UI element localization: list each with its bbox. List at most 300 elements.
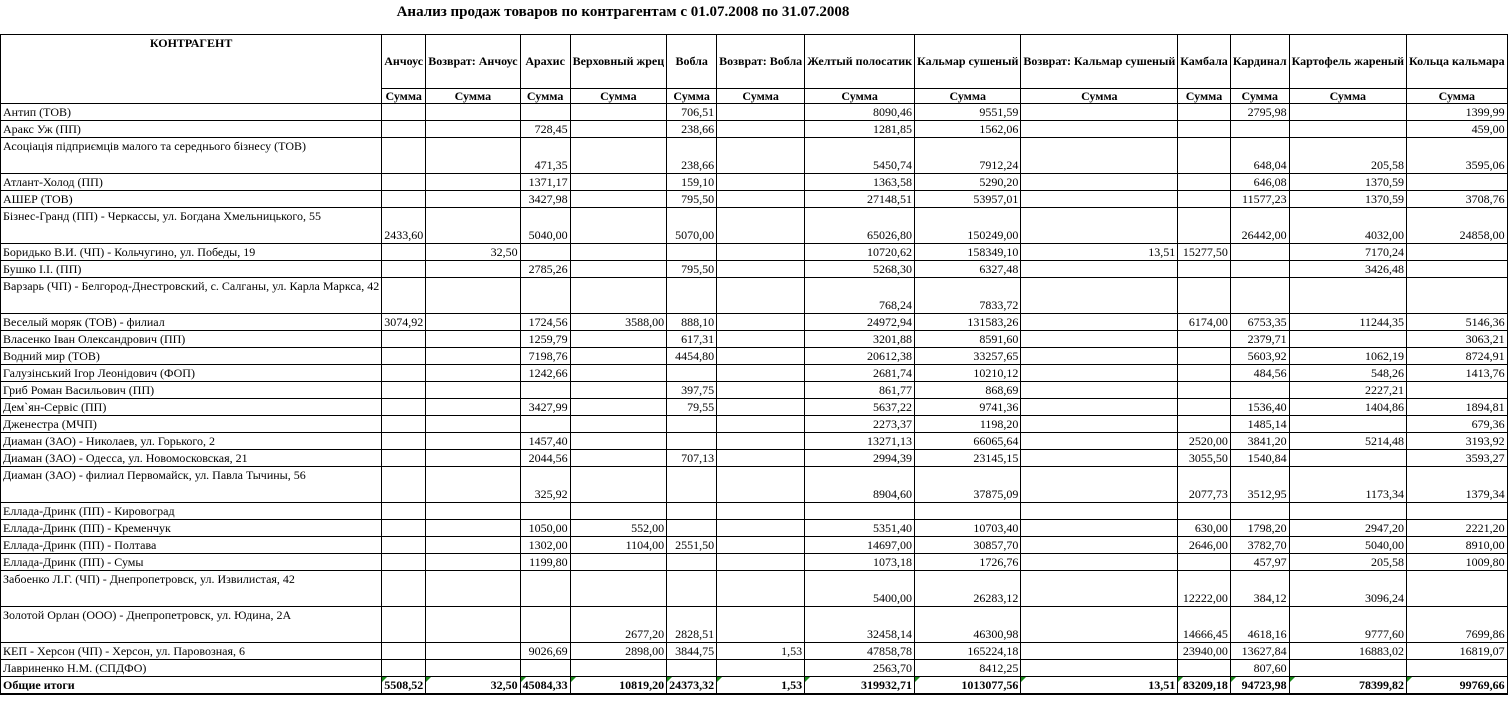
sum-cell [717, 399, 805, 416]
sum-cell: 5603,92 [1230, 348, 1289, 365]
sum-cell [1178, 261, 1231, 278]
sum-cell [1021, 278, 1178, 314]
sum-cell: 1242,66 [520, 365, 570, 382]
sum-cell: 37875,09 [915, 467, 1021, 503]
sum-cell [426, 433, 520, 450]
sum-cell [426, 261, 520, 278]
sum-cell [717, 244, 805, 261]
sum-cell [382, 537, 426, 554]
contractor-name: Атлант-Холод (ПП) [1, 174, 382, 191]
sum-cell [570, 208, 667, 244]
table-row [1, 537, 1508, 554]
sum-cell: 1726,76 [915, 554, 1021, 571]
sum-cell [1289, 121, 1406, 138]
sum-cell: 6327,48 [915, 261, 1021, 278]
sum-cell [426, 104, 520, 121]
column-header: Анчоус [382, 35, 426, 89]
contractor-name: Асоціація підприємців малого та середнього бізнесу (ТОВ) [1, 138, 382, 174]
sum-cell [1289, 450, 1406, 467]
contractor-name: КЕП - Херсон (ЧП) - Херсон, ул. Паровозная, 6 [1, 643, 382, 660]
sum-cell: 9777,60 [1289, 607, 1406, 643]
sum-cell [382, 554, 426, 571]
sum-cell: 30857,70 [915, 537, 1021, 554]
sum-cell [520, 416, 570, 433]
table-row [1, 191, 1508, 208]
sum-cell [426, 571, 520, 607]
sum-cell: 868,69 [915, 382, 1021, 399]
sum-cell [1021, 104, 1178, 121]
sum-cell: 1062,19 [1289, 348, 1406, 365]
total-cell: 319932,71 [805, 677, 915, 695]
sum-cell: 5040,00 [1289, 537, 1406, 554]
sum-cell [426, 467, 520, 503]
sum-cell [667, 571, 717, 607]
sum-cell [1021, 261, 1178, 278]
sum-cell: 2551,50 [667, 537, 717, 554]
sum-cell: 646,08 [1230, 174, 1289, 191]
sum-cell [1021, 643, 1178, 660]
sum-subheader: Сумма [805, 89, 915, 104]
sum-cell [667, 467, 717, 503]
sum-cell [382, 174, 426, 191]
sum-cell: 23940,00 [1178, 643, 1231, 660]
sum-cell: 888,10 [667, 314, 717, 331]
contractor-name: Еллада-Дринк (ПП) - Кировоград [1, 503, 382, 520]
total-cell: 1,53 [717, 677, 805, 695]
sum-cell [667, 365, 717, 382]
sum-cell [1178, 503, 1231, 520]
sum-cell [1289, 416, 1406, 433]
sum-cell: 23145,15 [915, 450, 1021, 467]
sum-cell: 1259,79 [520, 331, 570, 348]
sum-cell: 552,00 [570, 520, 667, 537]
sum-cell [717, 660, 805, 677]
sum-cell [717, 261, 805, 278]
sum-cell: 7912,24 [915, 138, 1021, 174]
sum-cell [570, 104, 667, 121]
sum-cell: 205,58 [1289, 138, 1406, 174]
sum-cell [570, 331, 667, 348]
sum-cell [717, 433, 805, 450]
sum-cell: 165224,18 [915, 643, 1021, 660]
sum-cell: 648,04 [1230, 138, 1289, 174]
sum-cell [426, 660, 520, 677]
sum-cell [667, 503, 717, 520]
sum-cell: 2433,60 [382, 208, 426, 244]
sum-cell [570, 660, 667, 677]
sum-cell: 548,26 [1289, 365, 1406, 382]
sum-cell [1230, 121, 1289, 138]
contractor-name: Аракс Уж (ПП) [1, 121, 382, 138]
sum-cell: 2785,26 [520, 261, 570, 278]
sum-cell [570, 121, 667, 138]
table-row [1, 554, 1508, 571]
sum-cell [1021, 450, 1178, 467]
sum-cell: 10210,12 [915, 365, 1021, 382]
totals-label: Общие итоги [1, 677, 382, 695]
sum-cell [520, 503, 570, 520]
sum-cell: 12222,00 [1178, 571, 1231, 607]
sum-cell: 9026,69 [520, 643, 570, 660]
sum-cell [570, 382, 667, 399]
sum-cell [1407, 382, 1508, 399]
sum-subheader: Сумма [1230, 89, 1289, 104]
sum-cell [1178, 191, 1231, 208]
sum-cell: 16819,07 [1407, 643, 1508, 660]
contractor-name: Боридько В.И. (ЧП) - Кольчугино, ул. Победы, 19 [1, 244, 382, 261]
sum-cell [520, 104, 570, 121]
sum-cell [667, 433, 717, 450]
table-row [1, 520, 1508, 537]
contractor-name: Гриб Роман Васильович (ПП) [1, 382, 382, 399]
contractor-name: Варзарь (ЧП) - Белгород-Днестровский, с. Салганы, ул. Карла Маркса, 42 [1, 278, 382, 314]
sum-cell [426, 314, 520, 331]
sum-cell: 397,75 [667, 382, 717, 399]
sum-cell: 26283,12 [915, 571, 1021, 607]
sum-cell [1021, 660, 1178, 677]
sum-cell [1230, 244, 1289, 261]
sum-cell [717, 121, 805, 138]
sum-cell: 10720,62 [805, 244, 915, 261]
sum-subheader: Сумма [570, 89, 667, 104]
sum-cell [1021, 537, 1178, 554]
total-cell: 1013077,56 [915, 677, 1021, 695]
sum-cell [426, 174, 520, 191]
sum-cell [382, 104, 426, 121]
sum-cell: 15277,50 [1178, 244, 1231, 261]
sum-cell [570, 244, 667, 261]
sum-cell: 3201,88 [805, 331, 915, 348]
sum-cell [1289, 278, 1406, 314]
sum-cell: 5637,22 [805, 399, 915, 416]
sum-cell [1407, 660, 1508, 677]
sum-cell: 3588,00 [570, 314, 667, 331]
contractor-name: Лавриненко Н.М. (СПДФО) [1, 660, 382, 677]
sum-cell [667, 416, 717, 433]
totals-row [1, 677, 1508, 695]
sum-cell: 3096,24 [1289, 571, 1406, 607]
table-row [1, 261, 1508, 278]
sum-cell: 1536,40 [1230, 399, 1289, 416]
table-row [1, 503, 1508, 520]
sum-cell: 7198,76 [520, 348, 570, 365]
sum-cell [426, 450, 520, 467]
sum-cell [1178, 331, 1231, 348]
sum-cell [1178, 174, 1231, 191]
sum-cell [382, 331, 426, 348]
sum-cell: 53957,01 [915, 191, 1021, 208]
sum-cell: 3595,06 [1407, 138, 1508, 174]
sum-cell: 325,92 [520, 467, 570, 503]
sum-cell: 2994,39 [805, 450, 915, 467]
sum-subheader: Сумма [1178, 89, 1231, 104]
sales-report-table [0, 34, 1508, 695]
sum-cell [1021, 365, 1178, 382]
sum-cell [570, 503, 667, 520]
total-cell: 94723,98 [1230, 677, 1289, 695]
table-row [1, 121, 1508, 138]
sum-cell: 5351,40 [805, 520, 915, 537]
sum-subheader: Сумма [717, 89, 805, 104]
sum-cell: 7699,86 [1407, 607, 1508, 643]
total-cell: 99769,66 [1407, 677, 1508, 695]
sum-cell [382, 261, 426, 278]
sum-cell [426, 348, 520, 365]
sum-cell: 2681,74 [805, 365, 915, 382]
sum-cell: 2044,56 [520, 450, 570, 467]
sum-cell [520, 660, 570, 677]
sum-cell [382, 433, 426, 450]
sum-cell: 10703,40 [915, 520, 1021, 537]
sum-cell: 4032,00 [1289, 208, 1406, 244]
sum-cell: 1562,06 [915, 121, 1021, 138]
sum-cell: 484,56 [1230, 365, 1289, 382]
sum-cell [382, 643, 426, 660]
total-cell: 13,51 [1021, 677, 1178, 695]
column-header: Кардинал [1230, 35, 1289, 89]
sum-cell [1021, 416, 1178, 433]
sum-cell [1178, 138, 1231, 174]
sum-cell [1407, 261, 1508, 278]
sum-cell: 1104,00 [570, 537, 667, 554]
sum-cell [717, 571, 805, 607]
column-header: Арахис [520, 35, 570, 89]
sum-cell [382, 278, 426, 314]
sum-cell: 1413,76 [1407, 365, 1508, 382]
sum-cell: 5070,00 [667, 208, 717, 244]
sum-cell: 32,50 [426, 244, 520, 261]
sum-cell [1021, 503, 1178, 520]
sum-cell: 630,00 [1178, 520, 1231, 537]
sum-cell [382, 571, 426, 607]
sum-cell [1021, 314, 1178, 331]
sum-cell: 1,53 [717, 643, 805, 660]
contractor-name: Антип (ТОВ) [1, 104, 382, 121]
sum-cell [520, 244, 570, 261]
sum-cell: 3427,98 [520, 191, 570, 208]
sum-cell: 3193,92 [1407, 433, 1508, 450]
table-row [1, 416, 1508, 433]
column-header: Возврат: Анчоус [426, 35, 520, 89]
sum-cell: 16883,02 [1289, 643, 1406, 660]
total-cell: 10819,20 [570, 677, 667, 695]
sum-cell [717, 331, 805, 348]
sum-cell: 2273,37 [805, 416, 915, 433]
sum-cell [1289, 503, 1406, 520]
sum-cell [426, 554, 520, 571]
table-row [1, 467, 1508, 503]
contractor-name: Диаман (ЗАО) - Одесса, ул. Новомосковская, 21 [1, 450, 382, 467]
sum-cell: 14666,45 [1178, 607, 1231, 643]
sum-cell: 1724,56 [520, 314, 570, 331]
sum-cell [667, 278, 717, 314]
sum-cell: 65026,80 [805, 208, 915, 244]
sum-cell [520, 571, 570, 607]
column-header: Камбала [1178, 35, 1231, 89]
sum-cell: 2947,20 [1289, 520, 1406, 537]
table-row [1, 660, 1508, 677]
sum-cell: 457,97 [1230, 554, 1289, 571]
sum-cell: 1798,20 [1230, 520, 1289, 537]
sum-cell [717, 138, 805, 174]
sum-cell [382, 503, 426, 520]
total-cell: 24373,32 [667, 677, 717, 695]
sum-cell [1407, 174, 1508, 191]
sum-cell: 1370,59 [1289, 174, 1406, 191]
sum-cell: 795,50 [667, 191, 717, 208]
sum-cell: 2379,71 [1230, 331, 1289, 348]
table-row [1, 399, 1508, 416]
sum-cell: 5290,20 [915, 174, 1021, 191]
contractor-name: Диаман (ЗАО) - Николаев, ул. Горького, 2 [1, 433, 382, 450]
sum-cell [426, 643, 520, 660]
table-row [1, 433, 1508, 450]
sum-cell [570, 278, 667, 314]
sum-cell [426, 399, 520, 416]
sum-cell [570, 399, 667, 416]
sum-cell: 5214,48 [1289, 433, 1406, 450]
contractor-name: Еллада-Дринк (ПП) - Полтава [1, 537, 382, 554]
sum-cell [1178, 399, 1231, 416]
sum-cell [1407, 244, 1508, 261]
sum-cell [1021, 433, 1178, 450]
sum-cell [1407, 503, 1508, 520]
table-row [1, 314, 1508, 331]
sum-cell [426, 503, 520, 520]
sum-cell [1021, 399, 1178, 416]
contractor-name: Забоенко Л.Г. (ЧП) - Днепропетровск, ул. Извилистая, 42 [1, 571, 382, 607]
contractor-header: КОНТРАГЕНТ [1, 35, 382, 104]
total-cell: 83209,18 [1178, 677, 1231, 695]
sum-cell [1021, 554, 1178, 571]
sum-subheader: Сумма [915, 89, 1021, 104]
sum-cell: 7170,24 [1289, 244, 1406, 261]
sum-cell [717, 503, 805, 520]
sum-cell: 459,00 [1407, 121, 1508, 138]
sum-cell [1407, 278, 1508, 314]
sum-cell: 5040,00 [520, 208, 570, 244]
sum-cell [1021, 138, 1178, 174]
sum-cell: 2077,73 [1178, 467, 1231, 503]
sum-subheader: Сумма [1289, 89, 1406, 104]
sum-cell: 3844,75 [667, 643, 717, 660]
contractor-name: Веселый моряк (ТОВ) - филиал [1, 314, 382, 331]
total-cell: 45084,33 [520, 677, 570, 695]
sum-cell [1021, 121, 1178, 138]
contractor-name: Водний мир (ТОВ) [1, 348, 382, 365]
sum-cell: 14697,00 [805, 537, 915, 554]
sum-cell: 131583,26 [915, 314, 1021, 331]
sum-cell: 2227,21 [1289, 382, 1406, 399]
sum-cell [717, 382, 805, 399]
sum-cell: 159,10 [667, 174, 717, 191]
sum-cell: 33257,65 [915, 348, 1021, 365]
sum-cell [570, 348, 667, 365]
sum-cell: 1485,14 [1230, 416, 1289, 433]
sum-cell: 24858,00 [1407, 208, 1508, 244]
total-cell: 32,50 [426, 677, 520, 695]
sum-cell: 3426,48 [1289, 261, 1406, 278]
report-body [1, 104, 1508, 695]
sum-cell [1021, 191, 1178, 208]
sum-cell [1230, 503, 1289, 520]
sum-cell: 1363,58 [805, 174, 915, 191]
column-header: Возврат: Кальмар сушеный [1021, 35, 1178, 89]
sum-cell [1021, 208, 1178, 244]
sum-cell: 5146,36 [1407, 314, 1508, 331]
sum-subheader: Сумма [1407, 89, 1508, 104]
sum-cell: 8412,25 [915, 660, 1021, 677]
sum-cell [382, 138, 426, 174]
sum-cell [717, 174, 805, 191]
sum-cell [717, 191, 805, 208]
sum-cell [717, 104, 805, 121]
sum-cell [717, 208, 805, 244]
sum-cell: 1404,86 [1289, 399, 1406, 416]
table-row [1, 331, 1508, 348]
contractor-name: Власенко Іван Олександрович (ПП) [1, 331, 382, 348]
sum-cell [717, 554, 805, 571]
table-row [1, 244, 1508, 261]
sum-cell: 5400,00 [805, 571, 915, 607]
sum-cell: 1371,17 [520, 174, 570, 191]
table-row [1, 208, 1508, 244]
sum-cell [717, 537, 805, 554]
sum-cell: 1050,00 [520, 520, 570, 537]
sum-subheader: Сумма [520, 89, 570, 104]
sum-cell [426, 416, 520, 433]
sum-cell [1021, 571, 1178, 607]
sum-cell: 861,77 [805, 382, 915, 399]
sum-cell [520, 382, 570, 399]
sum-cell: 2677,20 [570, 607, 667, 643]
sum-cell [805, 503, 915, 520]
sum-cell [570, 571, 667, 607]
sum-cell: 3427,99 [520, 399, 570, 416]
contractor-name: Дженестра (МЧП) [1, 416, 382, 433]
sum-cell [1230, 261, 1289, 278]
sum-cell: 6174,00 [1178, 314, 1231, 331]
table-row [1, 607, 1508, 643]
sum-cell [382, 520, 426, 537]
sum-cell [1021, 382, 1178, 399]
column-header: Верховный жрец [570, 35, 667, 89]
sum-cell [382, 191, 426, 208]
sum-cell: 3074,92 [382, 314, 426, 331]
sum-cell: 1198,20 [915, 416, 1021, 433]
sum-cell: 8724,91 [1407, 348, 1508, 365]
sum-cell: 2828,51 [667, 607, 717, 643]
sum-cell [1178, 104, 1231, 121]
table-row [1, 174, 1508, 191]
sum-cell [667, 660, 717, 677]
sum-subheader: Сумма [1021, 89, 1178, 104]
sum-cell [717, 416, 805, 433]
sum-cell [1021, 331, 1178, 348]
contractor-name: Галузінський Ігор Леонідович (ФОП) [1, 365, 382, 382]
sum-cell: 3593,27 [1407, 450, 1508, 467]
sum-cell: 728,45 [520, 121, 570, 138]
sum-cell: 1894,81 [1407, 399, 1508, 416]
sum-cell: 3708,76 [1407, 191, 1508, 208]
sum-cell: 768,24 [805, 278, 915, 314]
sum-cell: 13627,84 [1230, 643, 1289, 660]
sum-cell [717, 365, 805, 382]
sum-cell [1230, 382, 1289, 399]
column-header: Кальмар сушеный [915, 35, 1021, 89]
sum-cell: 24972,94 [805, 314, 915, 331]
sum-cell: 1173,34 [1289, 467, 1406, 503]
